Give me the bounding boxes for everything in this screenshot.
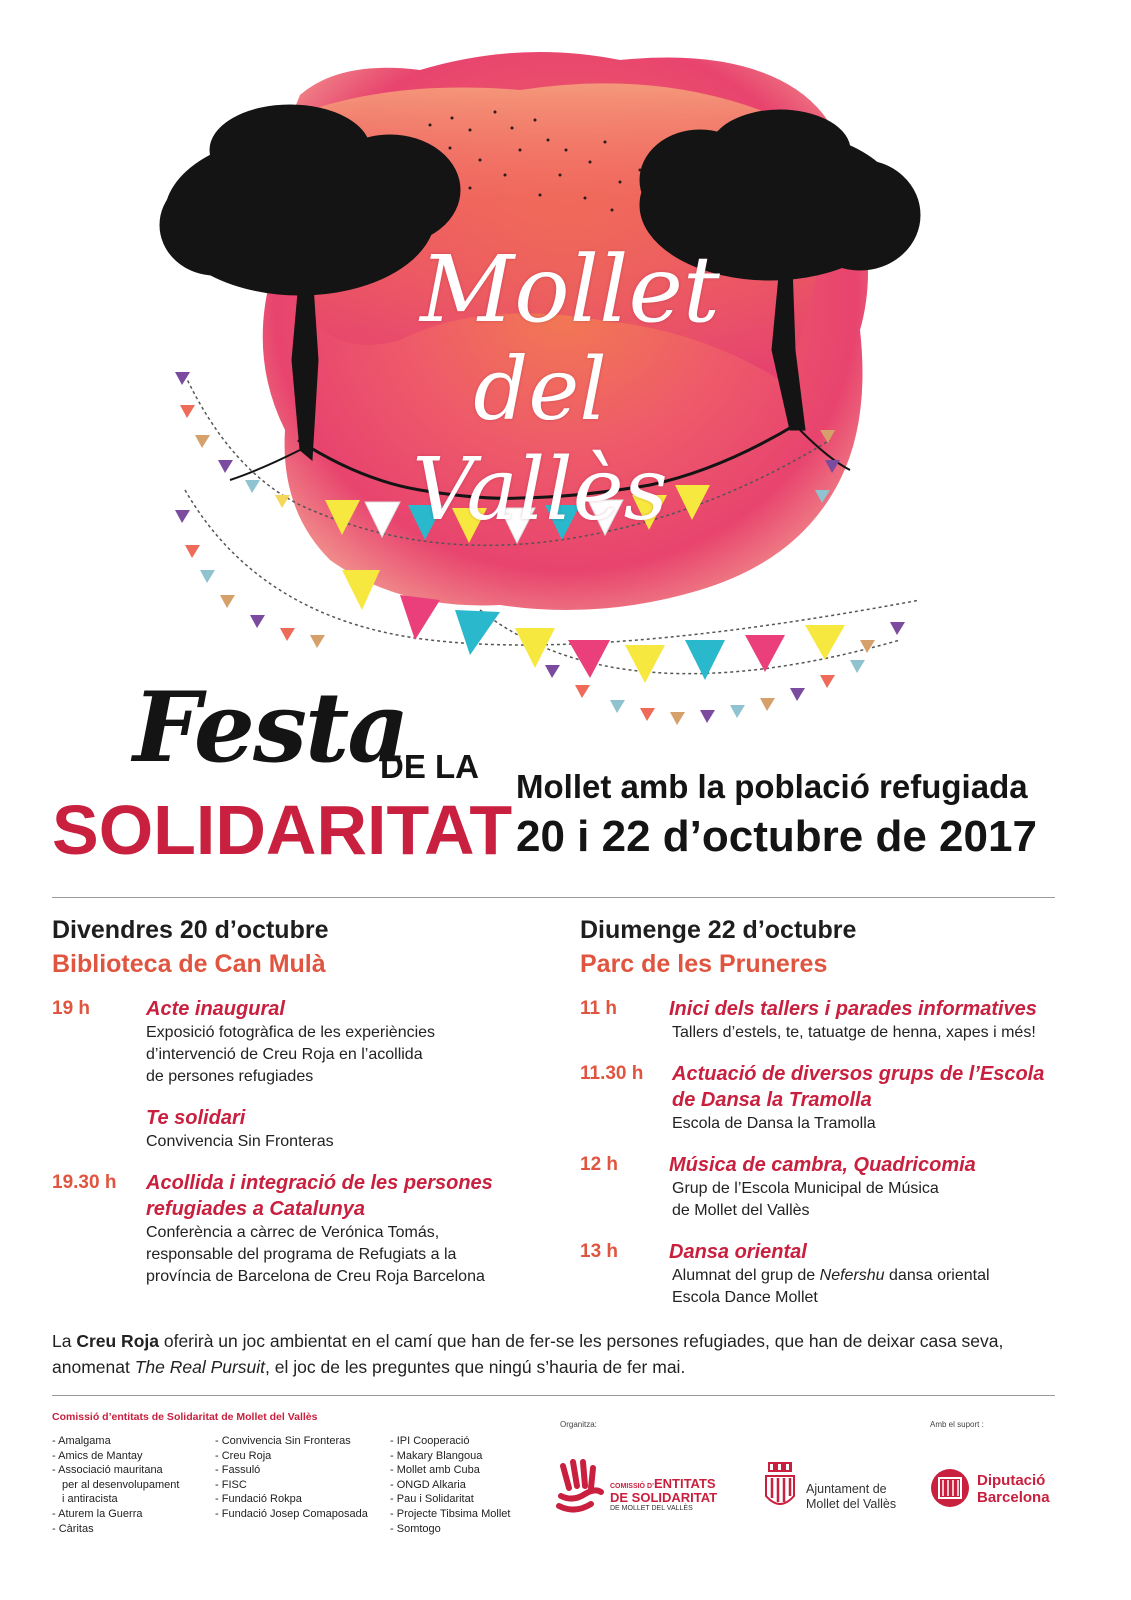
event-subtitle: Mollet amb la població refugiada	[516, 768, 1028, 805]
desc-text: dansa oriental	[884, 1267, 990, 1284]
logo-ajuntament	[806, 1482, 896, 1512]
note-emphasis: The Real Pursuit	[134, 1357, 266, 1377]
title-line: Acollida i integració de les persones	[146, 1172, 493, 1194]
desc-line: Grup de l’Escola Municipal de Música	[672, 1180, 939, 1197]
logo-ajuntament-line2: Mollet del Vallès	[806, 1497, 897, 1511]
friday-event-2-desc: Convivencia Sin Fronteras	[146, 1133, 334, 1150]
sunday-event-3-time: 12 h	[580, 1154, 619, 1175]
desc-line: de persones refugiades	[146, 1068, 314, 1085]
sunday-event-1-time: 11 h	[580, 998, 617, 1019]
logo-ajuntament-line1: Ajuntament de	[806, 1482, 887, 1496]
desc-line: responsable del programa de Refugiats a la	[146, 1246, 457, 1263]
logo-commission-line2: DE SOLIDARITAT	[610, 1490, 718, 1505]
list-item: i antiracista	[62, 1493, 118, 1506]
desc-line: d’intervenció de Creu Roja en l’acollida	[146, 1046, 423, 1063]
friday-event-1-desc	[146, 1022, 435, 1088]
desc-line	[672, 1265, 990, 1287]
list-item: - Fassuló	[215, 1463, 390, 1478]
friday-event-1-time: 19 h	[52, 998, 91, 1019]
sunday-event-4-desc	[672, 1265, 990, 1309]
desc-line: Escola Dance Mollet	[672, 1289, 818, 1306]
hero-town-line2: del Vallès	[412, 340, 668, 540]
desc-text: Alumnat del grup de	[672, 1267, 820, 1284]
title-festa: Festa	[133, 671, 408, 784]
sunday-event-1-desc: Tallers d’estels, te, tatuatge de henna, xapes i més!	[672, 1024, 1036, 1041]
list-item: - Mollet amb Cuba	[390, 1463, 540, 1478]
list-item: - Convivencia Sin Fronteras	[215, 1434, 390, 1449]
sunday-event-4-title: Dansa oriental	[669, 1241, 807, 1263]
title-line: refugiades a Catalunya	[146, 1198, 365, 1220]
note-text: , el joc de les preguntes que ningú s’hauria de fer mai.	[265, 1357, 686, 1377]
sunday-event-1-title: Inici dels tallers i parades informatives	[669, 998, 1037, 1020]
friday-event-3-desc	[146, 1222, 485, 1288]
sunday-day-heading: Diumenge 22 d’octubre	[580, 916, 857, 944]
logo-commission-line1	[610, 1476, 717, 1491]
logo-big-text: ENTITATS	[653, 1476, 716, 1491]
commission-title: Comissió d’entitats de Solidaritat de Mollet del Vallès	[52, 1411, 318, 1423]
logo-diputacio-line1: Diputació	[977, 1472, 1046, 1489]
commission-list-col3	[390, 1434, 540, 1536]
sunday-venue: Parc de les Pruneres	[580, 950, 828, 978]
mollet-coat-of-arms-icon	[762, 1460, 798, 1516]
list-item: - Amics de Mantay	[52, 1449, 212, 1464]
divider-top	[52, 897, 1055, 898]
desc-line: de Mollet del Vallès	[672, 1202, 810, 1219]
friday-venue: Biblioteca de Can Mulà	[52, 950, 326, 978]
desc-line: Conferència a càrrec de Verónica Tomás,	[146, 1224, 440, 1241]
note-bold: Creu Roja	[76, 1331, 159, 1351]
desc-emphasis: Nefershu	[819, 1267, 885, 1284]
list-item: - Pau i Solidaritat	[390, 1492, 540, 1507]
sunday-event-2-title	[672, 1061, 1044, 1113]
commission-list-col1	[52, 1434, 212, 1536]
list-item: per al desenvolupament	[62, 1478, 180, 1491]
logo-commission-line3: DE MOLLET DEL VALLÈS	[610, 1505, 693, 1512]
friday-event-3-title	[146, 1170, 493, 1222]
sunday-event-2-time: 11.30 h	[580, 1063, 644, 1084]
event-dates: 20 i 22 d’octubre de 2017	[516, 812, 1037, 861]
list-item: - Càritas	[52, 1522, 212, 1537]
title-solidaritat: SOLIDARITAT	[52, 791, 513, 869]
list-item: - FISC	[215, 1478, 390, 1493]
list-item: - Aturem la Guerra	[52, 1507, 212, 1522]
list-item: - Associació mauritana	[52, 1463, 212, 1478]
hero-town-line1: Mollet	[420, 236, 720, 343]
sunday-event-2-desc: Escola de Dansa la Tramolla	[672, 1115, 876, 1132]
friday-event-2-title: Te solidari	[146, 1107, 246, 1129]
sunday-event-4-time: 13 h	[580, 1241, 619, 1262]
sunday-event-3-desc	[672, 1178, 939, 1222]
list-item: - Amalgama	[52, 1434, 212, 1449]
sunday-event-3-title: Música de cambra, Quadricomia	[669, 1154, 976, 1176]
logo-diputacio-line2: Barcelona	[977, 1489, 1050, 1506]
desc-line: província de Barcelona de Creu Roja Barcelona	[146, 1268, 485, 1285]
desc-line: Exposició fotogràfica de les experiències	[146, 1024, 436, 1041]
list-item: - ONGD Alkaria	[390, 1478, 540, 1493]
creu-roja-note	[52, 1328, 1062, 1380]
divider-bottom	[52, 1395, 1055, 1396]
amb-suport-label: Amb el suport :	[930, 1420, 984, 1429]
note-text: oferirà un joc ambientat en el camí que han de fer-se les persones refugiades, que han de deixar casa seva, anomenat	[52, 1331, 1004, 1377]
list-item: - Fundació Josep Comaposada	[215, 1507, 390, 1522]
friday-event-3-time: 19.30 h	[52, 1172, 117, 1193]
list-item: - IPI Cooperació	[390, 1434, 540, 1449]
commission-list-col2	[215, 1434, 390, 1522]
list-item: - Creu Roja	[215, 1449, 390, 1464]
logo-small-text: COMISSIÓ D’	[610, 1483, 654, 1490]
title-de-la: DE LA	[380, 748, 479, 785]
friday-event-1-title: Acte inaugural	[146, 998, 285, 1020]
list-item: - Makary Blangoua	[390, 1449, 540, 1464]
list-item: - Fundació Rokpa	[215, 1492, 390, 1507]
logo-diputacio	[977, 1472, 1050, 1506]
list-item: - Projecte Tibsima Mollet	[390, 1507, 540, 1522]
logo-commission	[610, 1476, 717, 1512]
friday-day-heading: Divendres 20 d’octubre	[52, 916, 329, 944]
organitza-label: Organitza:	[560, 1420, 597, 1429]
list-item: - Somtogo	[390, 1522, 540, 1537]
title-line: Actuació de diversos grups de l’Escola	[672, 1063, 1045, 1085]
note-text: La	[52, 1331, 77, 1351]
hand-logo-icon	[555, 1458, 607, 1518]
title-line: de Dansa la Tramolla	[672, 1089, 872, 1111]
diputacio-logo-icon	[930, 1468, 970, 1508]
